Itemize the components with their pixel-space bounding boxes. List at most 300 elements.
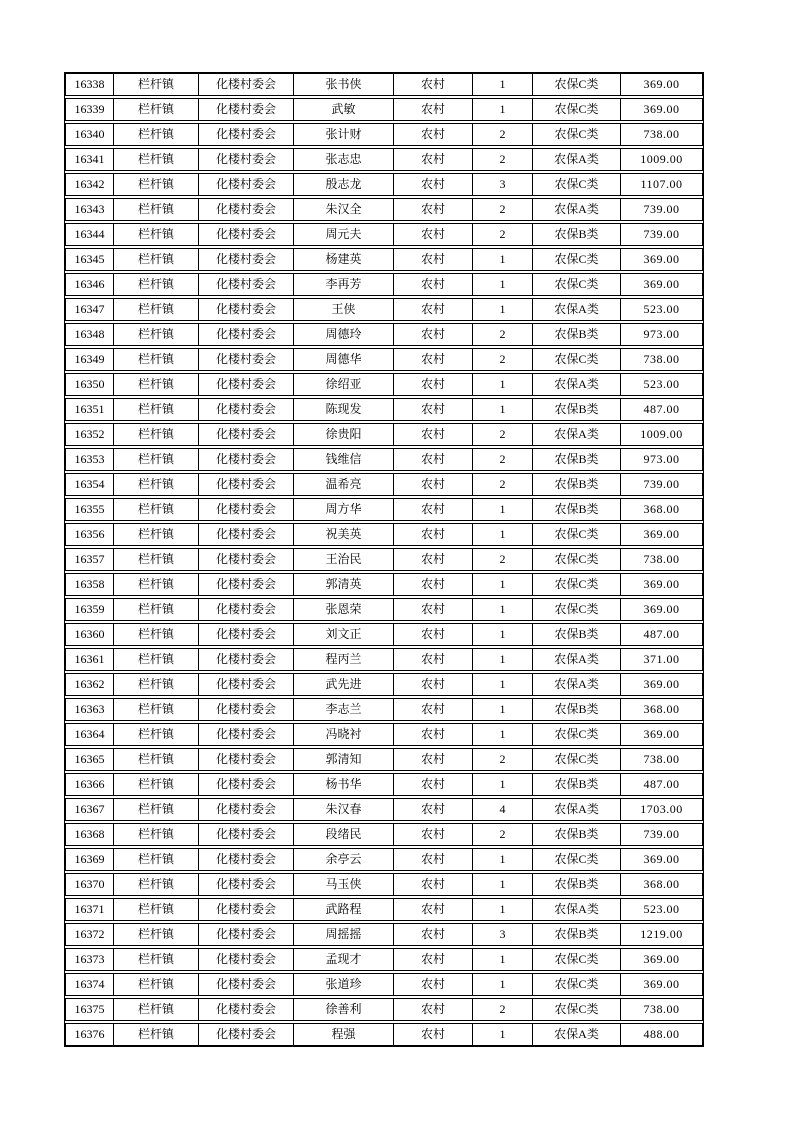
- table-row: [65, 923, 703, 946]
- person-name-cell: 祝美英: [293, 523, 394, 546]
- person-name-cell: 张书侠: [293, 73, 394, 96]
- town-cell: 栏杆镇: [113, 673, 199, 696]
- person-count-cell: 1: [472, 573, 533, 596]
- household-category-cell: 农村: [393, 548, 473, 571]
- insurance-type-cell: 农保B类: [532, 223, 621, 246]
- amount-cell: 739.00: [620, 823, 703, 846]
- insurance-type-cell: 农保B类: [532, 823, 621, 846]
- household-category-cell: 农村: [393, 573, 473, 596]
- amount-cell: 739.00: [620, 223, 703, 246]
- insurance-type-cell: 农保B类: [532, 323, 621, 346]
- table-row: [65, 98, 703, 121]
- amount-cell: 487.00: [620, 398, 703, 421]
- town-cell: 栏杆镇: [113, 748, 199, 771]
- household-category-cell: 农村: [393, 923, 473, 946]
- table-row: [65, 948, 703, 971]
- village-committee-cell: 化楼村委会: [198, 323, 294, 346]
- household-category-cell: 农村: [393, 173, 473, 196]
- serial-number-cell: 16373: [65, 948, 114, 971]
- person-name-cell: 周元夫: [293, 223, 394, 246]
- amount-cell: 369.00: [620, 973, 703, 996]
- table-row: [65, 298, 703, 321]
- serial-number-cell: 16366: [65, 773, 114, 796]
- household-category-cell: 农村: [393, 73, 473, 96]
- person-name-cell: 程丙兰: [293, 648, 394, 671]
- amount-cell: 739.00: [620, 473, 703, 496]
- household-category-cell: 农村: [393, 223, 473, 246]
- household-category-cell: 农村: [393, 948, 473, 971]
- village-committee-cell: 化楼村委会: [198, 623, 294, 646]
- amount-cell: 973.00: [620, 448, 703, 471]
- serial-number-cell: 16362: [65, 673, 114, 696]
- serial-number-cell: 16363: [65, 698, 114, 721]
- town-cell: 栏杆镇: [113, 598, 199, 621]
- person-count-cell: 1: [472, 498, 533, 521]
- amount-cell: 369.00: [620, 98, 703, 121]
- person-count-cell: 1: [472, 723, 533, 746]
- insurance-type-cell: 农保A类: [532, 673, 621, 696]
- insurance-type-cell: 农保A类: [532, 423, 621, 446]
- table-row: [65, 1023, 703, 1046]
- town-cell: 栏杆镇: [113, 323, 199, 346]
- household-category-cell: 农村: [393, 123, 473, 146]
- village-committee-cell: 化楼村委会: [198, 373, 294, 396]
- table-row: [65, 323, 703, 346]
- person-name-cell: 徐善利: [293, 998, 394, 1021]
- insurance-type-cell: 农保C类: [532, 848, 621, 871]
- table-row: [65, 673, 703, 696]
- serial-number-cell: 16338: [65, 73, 114, 96]
- person-name-cell: 王治民: [293, 548, 394, 571]
- person-name-cell: 徐绍亚: [293, 373, 394, 396]
- person-count-cell: 3: [472, 173, 533, 196]
- insurance-type-cell: 农保A类: [532, 648, 621, 671]
- village-committee-cell: 化楼村委会: [198, 198, 294, 221]
- serial-number-cell: 16339: [65, 98, 114, 121]
- serial-number-cell: 16374: [65, 973, 114, 996]
- amount-cell: 368.00: [620, 873, 703, 896]
- serial-number-cell: 16356: [65, 523, 114, 546]
- person-name-cell: 冯晓衬: [293, 723, 394, 746]
- town-cell: 栏杆镇: [113, 448, 199, 471]
- person-count-cell: 1: [472, 623, 533, 646]
- amount-cell: 523.00: [620, 298, 703, 321]
- town-cell: 栏杆镇: [113, 998, 199, 1021]
- household-category-cell: 农村: [393, 248, 473, 271]
- serial-number-cell: 16342: [65, 173, 114, 196]
- insurance-type-cell: 农保C类: [532, 948, 621, 971]
- town-cell: 栏杆镇: [113, 223, 199, 246]
- household-category-cell: 农村: [393, 373, 473, 396]
- town-cell: 栏杆镇: [113, 198, 199, 221]
- person-count-cell: 1: [472, 248, 533, 271]
- table-row: [65, 648, 703, 671]
- serial-number-cell: 16369: [65, 848, 114, 871]
- table-row: [65, 798, 703, 821]
- serial-number-cell: 16348: [65, 323, 114, 346]
- town-cell: 栏杆镇: [113, 723, 199, 746]
- household-category-cell: 农村: [393, 773, 473, 796]
- insurance-type-cell: 农保B类: [532, 498, 621, 521]
- village-committee-cell: 化楼村委会: [198, 348, 294, 371]
- village-committee-cell: 化楼村委会: [198, 773, 294, 796]
- table-row: [65, 398, 703, 421]
- person-name-cell: 余亭云: [293, 848, 394, 871]
- town-cell: 栏杆镇: [113, 298, 199, 321]
- household-category-cell: 农村: [393, 798, 473, 821]
- table-row: [65, 898, 703, 921]
- village-committee-cell: 化楼村委会: [198, 398, 294, 421]
- serial-number-cell: 16343: [65, 198, 114, 221]
- person-count-cell: 1: [472, 873, 533, 896]
- person-name-cell: 钱维信: [293, 448, 394, 471]
- household-category-cell: 农村: [393, 598, 473, 621]
- household-category-cell: 农村: [393, 873, 473, 896]
- person-count-cell: 1: [472, 698, 533, 721]
- village-committee-cell: 化楼村委会: [198, 298, 294, 321]
- table-row: [65, 498, 703, 521]
- person-name-cell: 杨书华: [293, 773, 394, 796]
- person-name-cell: 张志忠: [293, 148, 394, 171]
- person-name-cell: 张恩荣: [293, 598, 394, 621]
- table-row: [65, 273, 703, 296]
- household-category-cell: 农村: [393, 723, 473, 746]
- amount-cell: 738.00: [620, 998, 703, 1021]
- town-cell: 栏杆镇: [113, 1023, 199, 1046]
- person-count-cell: 4: [472, 798, 533, 821]
- table-row: [65, 473, 703, 496]
- table-row: [65, 598, 703, 621]
- household-category-cell: 农村: [393, 423, 473, 446]
- person-count-cell: 2: [472, 148, 533, 171]
- insurance-type-cell: 农保C类: [532, 998, 621, 1021]
- town-cell: 栏杆镇: [113, 173, 199, 196]
- household-category-cell: 农村: [393, 673, 473, 696]
- insurance-type-cell: 农保B类: [532, 398, 621, 421]
- insurance-type-cell: 农保A类: [532, 898, 621, 921]
- amount-cell: 369.00: [620, 73, 703, 96]
- person-count-cell: 1: [472, 898, 533, 921]
- household-category-cell: 农村: [393, 298, 473, 321]
- table-row: [65, 448, 703, 471]
- person-name-cell: 周德玲: [293, 323, 394, 346]
- amount-cell: 1219.00: [620, 923, 703, 946]
- table-row: [65, 823, 703, 846]
- town-cell: 栏杆镇: [113, 98, 199, 121]
- town-cell: 栏杆镇: [113, 948, 199, 971]
- town-cell: 栏杆镇: [113, 123, 199, 146]
- amount-cell: 369.00: [620, 598, 703, 621]
- amount-cell: 369.00: [620, 723, 703, 746]
- serial-number-cell: 16341: [65, 148, 114, 171]
- amount-cell: 973.00: [620, 323, 703, 346]
- amount-cell: 739.00: [620, 198, 703, 221]
- village-committee-cell: 化楼村委会: [198, 673, 294, 696]
- person-count-cell: 2: [472, 998, 533, 1021]
- household-category-cell: 农村: [393, 448, 473, 471]
- village-committee-cell: 化楼村委会: [198, 723, 294, 746]
- insurance-type-cell: 农保C类: [532, 573, 621, 596]
- serial-number-cell: 16361: [65, 648, 114, 671]
- town-cell: 栏杆镇: [113, 798, 199, 821]
- person-count-cell: 1: [472, 73, 533, 96]
- household-category-cell: 农村: [393, 98, 473, 121]
- village-committee-cell: 化楼村委会: [198, 273, 294, 296]
- person-count-cell: 2: [472, 473, 533, 496]
- person-count-cell: 2: [472, 323, 533, 346]
- household-category-cell: 农村: [393, 148, 473, 171]
- person-name-cell: 李再芳: [293, 273, 394, 296]
- household-category-cell: 农村: [393, 398, 473, 421]
- town-cell: 栏杆镇: [113, 623, 199, 646]
- person-name-cell: 张道珍: [293, 973, 394, 996]
- person-count-cell: 2: [472, 123, 533, 146]
- household-category-cell: 农村: [393, 348, 473, 371]
- town-cell: 栏杆镇: [113, 473, 199, 496]
- amount-cell: 738.00: [620, 348, 703, 371]
- person-name-cell: 周方华: [293, 498, 394, 521]
- serial-number-cell: 16350: [65, 373, 114, 396]
- town-cell: 栏杆镇: [113, 573, 199, 596]
- serial-number-cell: 16372: [65, 923, 114, 946]
- serial-number-cell: 16365: [65, 748, 114, 771]
- household-category-cell: 农村: [393, 998, 473, 1021]
- amount-cell: 523.00: [620, 898, 703, 921]
- serial-number-cell: 16345: [65, 248, 114, 271]
- amount-cell: 369.00: [620, 573, 703, 596]
- village-committee-cell: 化楼村委会: [198, 848, 294, 871]
- insurance-type-cell: 农保B类: [532, 698, 621, 721]
- serial-number-cell: 16351: [65, 398, 114, 421]
- village-committee-cell: 化楼村委会: [198, 73, 294, 96]
- town-cell: 栏杆镇: [113, 773, 199, 796]
- amount-cell: 738.00: [620, 123, 703, 146]
- town-cell: 栏杆镇: [113, 398, 199, 421]
- person-name-cell: 周摇摇: [293, 923, 394, 946]
- table-row: [65, 998, 703, 1021]
- household-category-cell: 农村: [393, 848, 473, 871]
- amount-cell: 369.00: [620, 248, 703, 271]
- town-cell: 栏杆镇: [113, 848, 199, 871]
- person-count-cell: 1: [472, 598, 533, 621]
- village-committee-cell: 化楼村委会: [198, 148, 294, 171]
- person-count-cell: 1: [472, 948, 533, 971]
- table-row: [65, 73, 703, 96]
- person-name-cell: 张计财: [293, 123, 394, 146]
- household-category-cell: 农村: [393, 1023, 473, 1046]
- person-name-cell: 周德华: [293, 348, 394, 371]
- serial-number-cell: 16364: [65, 723, 114, 746]
- table-row: [65, 723, 703, 746]
- serial-number-cell: 16346: [65, 273, 114, 296]
- serial-number-cell: 16347: [65, 298, 114, 321]
- insurance-type-cell: 农保A类: [532, 298, 621, 321]
- person-count-cell: 1: [472, 773, 533, 796]
- serial-number-cell: 16357: [65, 548, 114, 571]
- household-category-cell: 农村: [393, 648, 473, 671]
- village-committee-cell: 化楼村委会: [198, 173, 294, 196]
- table-row: [65, 623, 703, 646]
- person-count-cell: 2: [472, 223, 533, 246]
- insurance-type-cell: 农保C类: [532, 523, 621, 546]
- person-name-cell: 武敏: [293, 98, 394, 121]
- village-committee-cell: 化楼村委会: [198, 123, 294, 146]
- person-count-cell: 1: [472, 973, 533, 996]
- amount-cell: 523.00: [620, 373, 703, 396]
- household-category-cell: 农村: [393, 748, 473, 771]
- insurance-type-cell: 农保B类: [532, 448, 621, 471]
- village-committee-cell: 化楼村委会: [198, 498, 294, 521]
- town-cell: 栏杆镇: [113, 248, 199, 271]
- amount-cell: 1009.00: [620, 423, 703, 446]
- insurance-type-cell: 农保C类: [532, 748, 621, 771]
- insurance-type-cell: 农保B类: [532, 623, 621, 646]
- serial-number-cell: 16367: [65, 798, 114, 821]
- serial-number-cell: 16349: [65, 348, 114, 371]
- household-category-cell: 农村: [393, 523, 473, 546]
- household-category-cell: 农村: [393, 623, 473, 646]
- table-row: [65, 223, 703, 246]
- village-committee-cell: 化楼村委会: [198, 648, 294, 671]
- person-count-cell: 1: [472, 523, 533, 546]
- person-count-cell: 1: [472, 298, 533, 321]
- person-name-cell: 温希亮: [293, 473, 394, 496]
- person-name-cell: 朱汉春: [293, 798, 394, 821]
- amount-cell: 369.00: [620, 273, 703, 296]
- amount-cell: 1107.00: [620, 173, 703, 196]
- table-row: [65, 198, 703, 221]
- serial-number-cell: 16376: [65, 1023, 114, 1046]
- village-committee-cell: 化楼村委会: [198, 548, 294, 571]
- village-committee-cell: 化楼村委会: [198, 448, 294, 471]
- household-category-cell: 农村: [393, 823, 473, 846]
- amount-cell: 371.00: [620, 648, 703, 671]
- village-committee-cell: 化楼村委会: [198, 748, 294, 771]
- village-committee-cell: 化楼村委会: [198, 873, 294, 896]
- village-committee-cell: 化楼村委会: [198, 798, 294, 821]
- serial-number-cell: 16354: [65, 473, 114, 496]
- serial-number-cell: 16355: [65, 498, 114, 521]
- village-committee-cell: 化楼村委会: [198, 898, 294, 921]
- village-committee-cell: 化楼村委会: [198, 573, 294, 596]
- town-cell: 栏杆镇: [113, 648, 199, 671]
- village-committee-cell: 化楼村委会: [198, 923, 294, 946]
- person-count-cell: 1: [472, 673, 533, 696]
- serial-number-cell: 16371: [65, 898, 114, 921]
- person-count-cell: 2: [472, 423, 533, 446]
- person-count-cell: 2: [472, 448, 533, 471]
- town-cell: 栏杆镇: [113, 523, 199, 546]
- table-row: [65, 523, 703, 546]
- amount-cell: 369.00: [620, 948, 703, 971]
- person-count-cell: 2: [472, 348, 533, 371]
- village-committee-cell: 化楼村委会: [198, 973, 294, 996]
- serial-number-cell: 16358: [65, 573, 114, 596]
- person-name-cell: 郭清英: [293, 573, 394, 596]
- village-committee-cell: 化楼村委会: [198, 998, 294, 1021]
- household-category-cell: 农村: [393, 198, 473, 221]
- table-row: [65, 423, 703, 446]
- table-row: [65, 973, 703, 996]
- table-row: [65, 148, 703, 171]
- table-row: [65, 698, 703, 721]
- town-cell: 栏杆镇: [113, 148, 199, 171]
- town-cell: 栏杆镇: [113, 423, 199, 446]
- table-row: [65, 773, 703, 796]
- person-name-cell: 段绪民: [293, 823, 394, 846]
- person-name-cell: 王侠: [293, 298, 394, 321]
- village-committee-cell: 化楼村委会: [198, 223, 294, 246]
- village-committee-cell: 化楼村委会: [198, 473, 294, 496]
- person-count-cell: 1: [472, 648, 533, 671]
- insurance-type-cell: 农保A类: [532, 148, 621, 171]
- person-name-cell: 刘文正: [293, 623, 394, 646]
- village-committee-cell: 化楼村委会: [198, 98, 294, 121]
- serial-number-cell: 16353: [65, 448, 114, 471]
- village-committee-cell: 化楼村委会: [198, 523, 294, 546]
- insurance-type-cell: 农保C类: [532, 723, 621, 746]
- amount-cell: 738.00: [620, 748, 703, 771]
- village-committee-cell: 化楼村委会: [198, 248, 294, 271]
- table-row: [65, 373, 703, 396]
- person-count-cell: 1: [472, 98, 533, 121]
- insurance-type-cell: 农保A类: [532, 198, 621, 221]
- amount-cell: 738.00: [620, 548, 703, 571]
- person-count-cell: 1: [472, 398, 533, 421]
- household-category-cell: 农村: [393, 273, 473, 296]
- person-name-cell: 程强: [293, 1023, 394, 1046]
- table-row: [65, 573, 703, 596]
- insurance-type-cell: 农保A类: [532, 798, 621, 821]
- person-name-cell: 徐贵阳: [293, 423, 394, 446]
- insurance-type-cell: 农保C类: [532, 973, 621, 996]
- serial-number-cell: 16368: [65, 823, 114, 846]
- serial-number-cell: 16359: [65, 598, 114, 621]
- town-cell: 栏杆镇: [113, 923, 199, 946]
- serial-number-cell: 16340: [65, 123, 114, 146]
- person-count-cell: 2: [472, 748, 533, 771]
- town-cell: 栏杆镇: [113, 73, 199, 96]
- amount-cell: 369.00: [620, 673, 703, 696]
- insurance-type-cell: 农保C类: [532, 98, 621, 121]
- household-category-cell: 农村: [393, 498, 473, 521]
- table-row: [65, 548, 703, 571]
- person-count-cell: 1: [472, 848, 533, 871]
- insurance-type-cell: 农保C类: [532, 123, 621, 146]
- household-category-cell: 农村: [393, 323, 473, 346]
- table-row: [65, 123, 703, 146]
- town-cell: 栏杆镇: [113, 973, 199, 996]
- household-category-cell: 农村: [393, 898, 473, 921]
- insurance-type-cell: 农保C类: [532, 348, 621, 371]
- person-name-cell: 马玉侠: [293, 873, 394, 896]
- person-count-cell: 1: [472, 1023, 533, 1046]
- person-name-cell: 杨建英: [293, 248, 394, 271]
- person-count-cell: 1: [472, 273, 533, 296]
- table-row: [65, 848, 703, 871]
- amount-cell: 1009.00: [620, 148, 703, 171]
- amount-cell: 488.00: [620, 1023, 703, 1046]
- insurance-type-cell: 农保C类: [532, 548, 621, 571]
- person-count-cell: 2: [472, 548, 533, 571]
- village-committee-cell: 化楼村委会: [198, 598, 294, 621]
- insurance-type-cell: 农保B类: [532, 873, 621, 896]
- serial-number-cell: 16370: [65, 873, 114, 896]
- amount-cell: 369.00: [620, 523, 703, 546]
- insurance-type-cell: 农保C类: [532, 173, 621, 196]
- village-committee-cell: 化楼村委会: [198, 423, 294, 446]
- person-name-cell: 殷志龙: [293, 173, 394, 196]
